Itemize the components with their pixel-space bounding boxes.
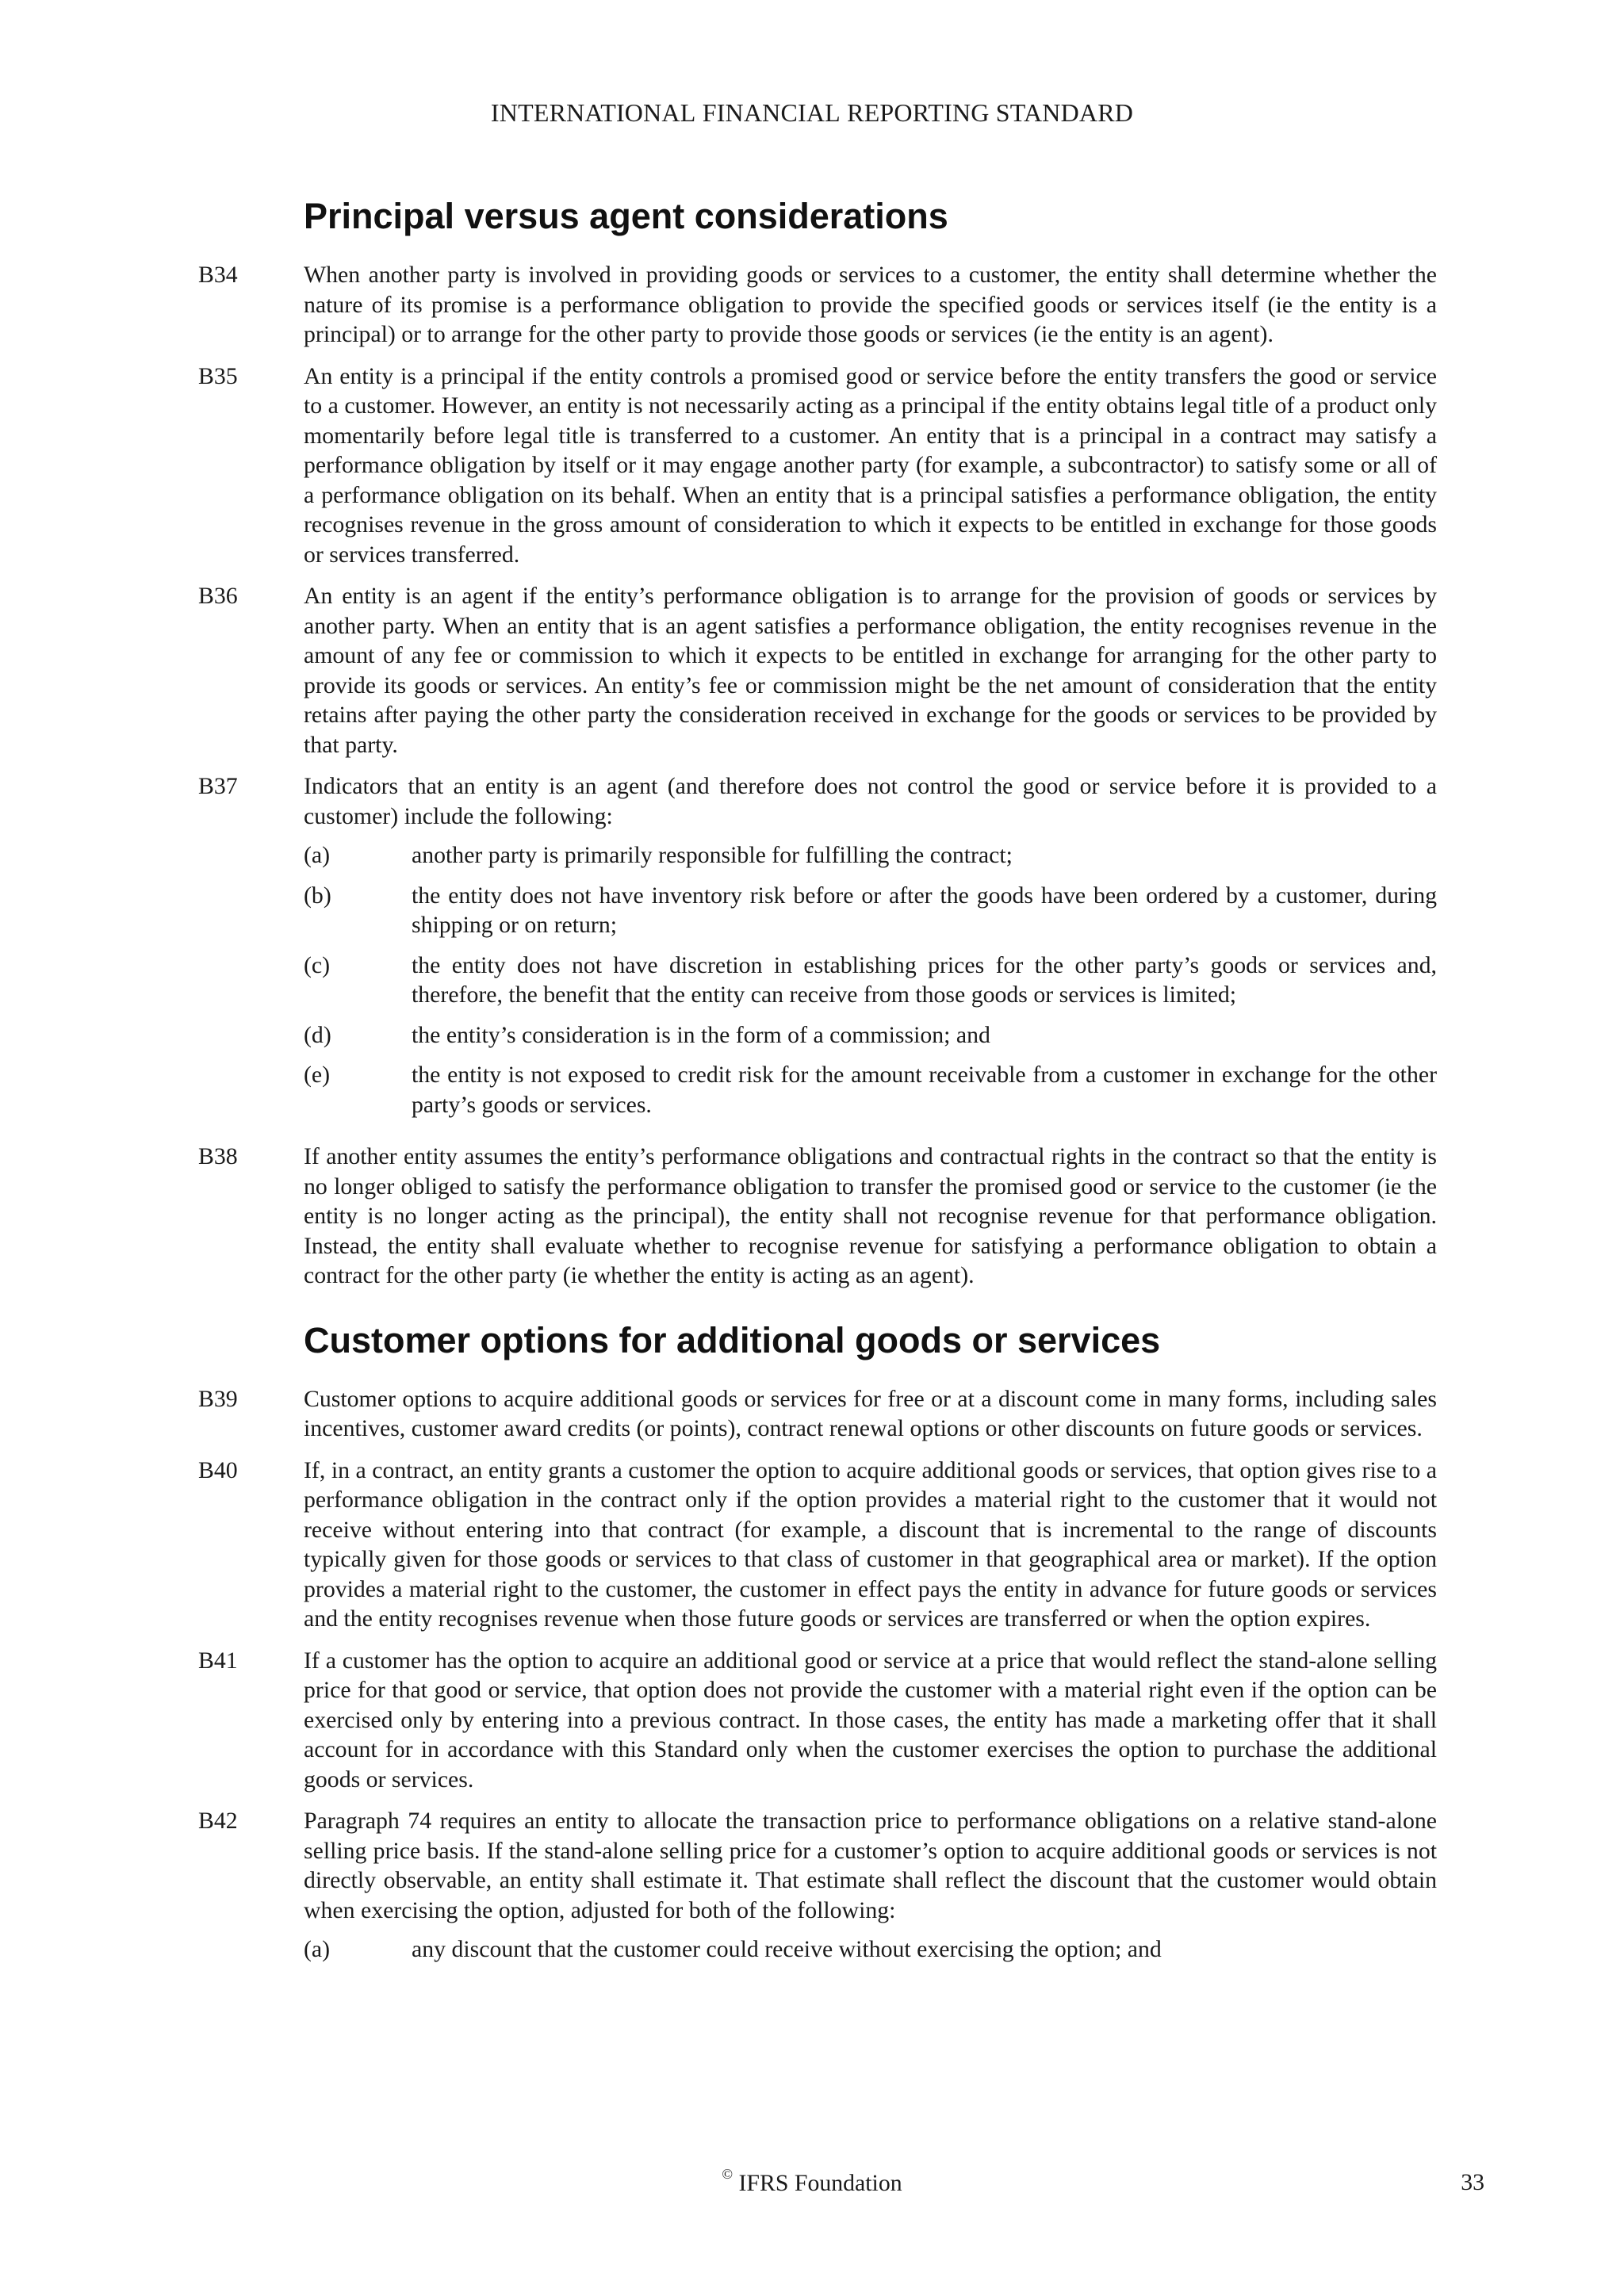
- header-word-3: REPORTING: [847, 98, 990, 127]
- indicator-list: [304, 840, 1437, 1119]
- list-item-label: (b): [304, 882, 331, 909]
- paragraph-text: An entity is a principal if the entity controls a promised good or service before the entity transfers the good or service to a customer. However, an entity is not necessarily acting as a principal if the entity obtains legal title of a product only momentarily before legal title is transferred to a customer. An entity that is a principal in a contract may satisfy a performance obligation by itself or it may engage another party (for example, a subcontractor) to satisfy some or all of a performance obligation on its behalf. When an entity that is a principal satisfies a performance obligation, the entity recognises revenue in the gross amount of consideration to which it expects to be entitled in exchange for those goods or services transferred.: [304, 362, 1437, 568]
- section-heading-customer-options: Customer options for additional goods or services: [304, 1319, 1161, 1360]
- paragraph-text: Indicators that an entity is an agent (and therefore does not control the good or service before it is provided to a customer) include the following:: [304, 773, 1437, 829]
- list-item-label: (c): [304, 951, 331, 978]
- list-item-text: another party is primarily responsible for fulfilling the contract;: [412, 842, 1013, 868]
- list-item-text: the entity does not have inventory risk before or after the goods have been ordered by a customer, during shipping or on return;: [412, 882, 1437, 938]
- paragraph-number: B34: [198, 262, 238, 288]
- list-item: [304, 1060, 1437, 1119]
- paragraph-b38: [198, 1142, 1437, 1291]
- document-body: [198, 195, 1437, 1987]
- paragraph-b34: [198, 260, 1437, 350]
- paragraph-b35: [198, 362, 1437, 570]
- list-item-text: any discount that the customer could receive without exercising the option; and: [412, 1936, 1162, 1962]
- list-item-label: (a): [304, 842, 331, 868]
- paragraph-b41: [198, 1646, 1437, 1795]
- paragraph-body: [304, 1806, 1437, 1975]
- paragraph-number: B39: [198, 1385, 238, 1412]
- paragraph-number: B38: [198, 1143, 238, 1169]
- adjustment-list: [304, 1934, 1437, 1965]
- paragraph-text: If another entity assumes the entity’s performance obligations and contractual rights in the contract so that the entity is no longer obliged to satisfy the performance obligation to transfer the promised good or service to the customer (ie the entity is no longer acting as the principal), the entity shall not recognise revenue for that performance obligation. Instead, the entity shall evaluate whether to recognise revenue for satisfying a performance obligation to obtain a contract for the other party (ie whether the entity is acting as an agent).: [304, 1143, 1437, 1288]
- paragraph-text: If a customer has the option to acquire an additional good or service at a price that would reflect the stand-alone selling price for that good or service, that option does not provide the customer with a material right even if the option can be exercised only by entering into a previous contract. In those cases, the entity has made a marketing offer that it shall account for in accordance with this Standard only when the customer exercises the option to purchase the additional goods or services.: [304, 1647, 1437, 1793]
- list-item-text: the entity does not have discretion in establishing prices for the other party’s goods or services and, therefore, the benefit that the entity can receive from those goods or services is limited;: [412, 951, 1437, 1008]
- footer-org: IFRS Foundation: [738, 2169, 902, 2196]
- list-item: [304, 1020, 1437, 1050]
- paragraph-b42: [198, 1806, 1437, 1975]
- paragraph-b36: [198, 581, 1437, 760]
- paragraph-body: [304, 771, 1437, 1130]
- paragraph-text: Paragraph 74 requires an entity to allocate the transaction price to performance obligations on a relative stand-alone selling price basis. If the stand-alone selling price for a customer’s option to acquire additional goods or services is not directly observable, an entity shall estimate it. That estimate shall reflect the discount that the customer would obtain when exercising the option, adjusted for both of the following:: [304, 1808, 1437, 1923]
- paragraph-number: B35: [198, 362, 238, 389]
- list-item-text: the entity is not exposed to credit risk for the amount receivable from a customer in exchange for the other party’s goods or services.: [412, 1062, 1437, 1118]
- header-word-1: INTERNATIONAL: [490, 98, 696, 127]
- page-number: 33: [1461, 2169, 1484, 2195]
- list-item-label: (e): [304, 1062, 331, 1088]
- paragraph-number: B42: [198, 1808, 238, 1834]
- paragraph-b37: [198, 771, 1437, 1130]
- paragraph-number: B37: [198, 773, 238, 799]
- paragraph-number: B41: [198, 1647, 238, 1674]
- list-item: [304, 840, 1437, 871]
- paragraph-text: If, in a contract, an entity grants a customer the option to acquire additional goods or services, that option gives rise to a performance obligation in the contract only if the option provides a material right to the customer that it would not receive without entering into that contract (for example, a discount that is incremental to the range of discounts typically given for those goods or services to that class of customer in that geographical area or market). If the option provides a material right to the customer, the customer in effect pays the entity in advance for future goods or services and the entity recognises revenue when those future goods or services are transferred or when the option expires.: [304, 1456, 1437, 1632]
- list-item-label: (a): [304, 1936, 331, 1962]
- list-item-text: the entity’s consideration is in the form of a commission; and: [412, 1021, 990, 1048]
- section-heading-principal-agent: Principal versus agent considerations: [304, 196, 948, 236]
- footer-copyright: [0, 2166, 1624, 2197]
- paragraph-number: B36: [198, 583, 238, 609]
- running-header: [0, 98, 1624, 128]
- header-word-2: FINANCIAL: [702, 98, 841, 127]
- paragraph-text: Customer options to acquire additional goods or services for free or at a discount come in many forms, including sales incentives, customer award credits (or points), contract renewal options or other discounts on future goods or services.: [304, 1385, 1437, 1441]
- paragraph-text: An entity is an agent if the entity’s performance obligation is to arrange for the provision of goods or services by another party. When an entity that is an agent satisfies a performance obligation, the entity recognises revenue in the amount of any fee or commission to which it expects to be entitled in exchange for arranging for the other party to provide its goods or services. An entity’s fee or commission might be the net amount of consideration that the entity retains after paying the other party the consideration received in exchange for the goods or services to be provided by that party.: [304, 583, 1437, 758]
- paragraph-b40: [198, 1456, 1437, 1634]
- list-item: [304, 881, 1437, 940]
- list-item-label: (d): [304, 1021, 331, 1048]
- list-item: [304, 951, 1437, 1010]
- paragraph-number: B40: [198, 1456, 238, 1483]
- header-word-4: STANDARD: [995, 98, 1134, 127]
- list-item: [304, 1934, 1437, 1965]
- copyright-symbol: ©: [722, 2166, 733, 2182]
- paragraph-text: When another party is involved in providing goods or services to a customer, the entity shall determine whether the nature of its promise is a performance obligation to provide the specified goods or services itself (ie the entity is a principal) or to arrange for the other party to provide those goods or services (ie the entity is an agent).: [304, 262, 1437, 347]
- paragraph-b39: [198, 1384, 1437, 1444]
